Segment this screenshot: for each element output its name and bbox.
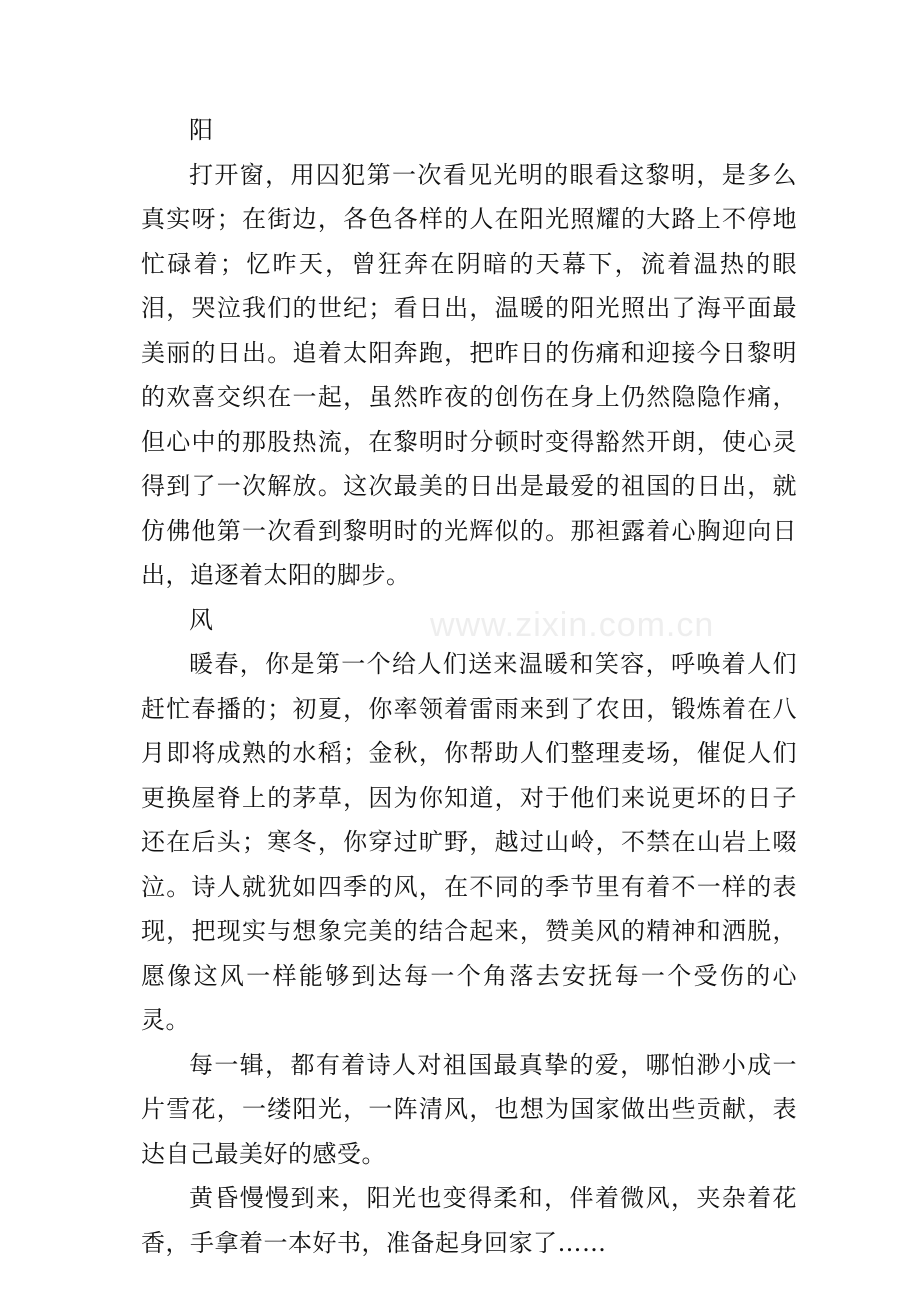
watermark: www.zixin.com.cn xyxy=(430,606,715,644)
document-body xyxy=(141,108,797,1265)
section-heading-wind: 风 xyxy=(189,605,214,634)
section-heading-sun: 阳 xyxy=(189,116,214,144)
paragraph-dusk: 黄昏慢慢到来，阳光也变得柔和，伴着微风，夹杂着花香，手拿着一本好书，准备起身回家了…… xyxy=(141,1184,797,1257)
paragraph-sun: 打开窗，用囚犯第一次看见光明的眼看这黎明，是多么真实呀；在街边，各色各样的人在阳光照耀的大路上不停地忙碌着；忆昨天，曾狂奔在阴暗的天幕下，流着温热的眼泪，哭泣我们的世纪；看日出，温暖的阳光照出了海平面最美丽的日出。追着太阳奔跑，把昨日的伤痛和迎接今日黎明的欢喜交织在一起，虽然昨夜的创伤在身上仍然隐隐作痛，但心中的那股热流，在黎明时分顿时变得豁然开朗，使心灵得到了一次解放。这次最美的日出是最爱的祖国的日出，就仿佛他第一次看到黎明时的光辉似的。那袒露着心胸迎向日出，追逐着太阳的脚步。 xyxy=(141,160,797,589)
paragraph-wind: 暖春，你是第一个给人们送来温暖和笑容，呼唤着人们赶忙春播的；初夏，你率领着雷雨来到了农田，锻炼着在八月即将成熟的水稻；金秋，你帮助人们整理麦场，催促人们更换屋脊上的茅草，因为你知道，对于他们来说更坏的日子还在后头；寒冬，你穿过旷野，越过山岭，不禁在山岩上啜泣。诗人就犹如四季的风，在不同的季节里有着不一样的表现，把现实与想象完美的结合起来，赞美风的精神和洒脱，愿像这风一样能够到达每一个角落去安抚每一个受伤的心灵。 xyxy=(141,650,797,1034)
paragraph-each-volume: 每一辑，都有着诗人对祖国最真挚的爱，哪怕渺小成一片雪花，一缕阳光，一阵清风，也想为国家做出些贡献，表达自己最美好的感受。 xyxy=(141,1050,797,1168)
